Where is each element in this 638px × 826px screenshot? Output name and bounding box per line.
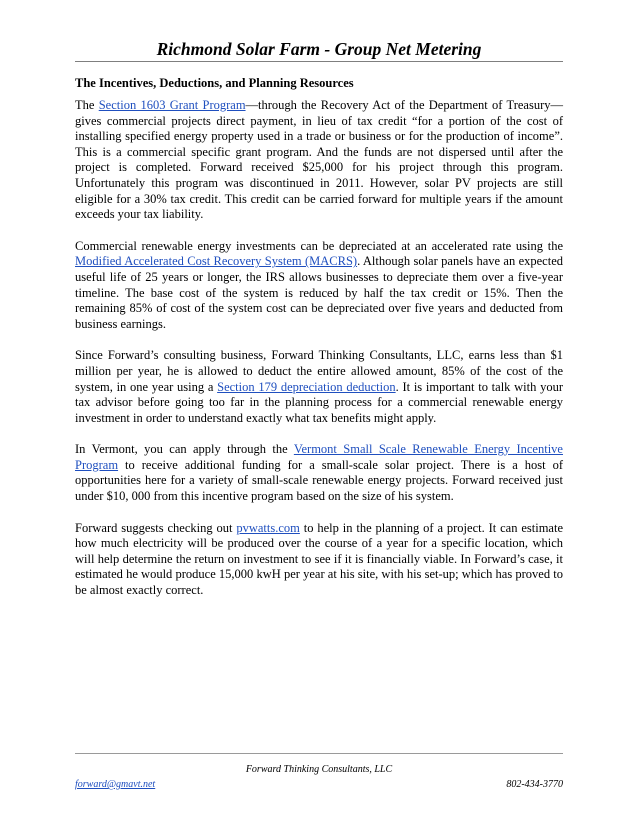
paragraph (75, 239, 563, 333)
inline-link[interactable]: Section 1603 Grant Program (98, 98, 246, 112)
footer-email-link[interactable]: forward@gmavt.net (75, 779, 156, 790)
paragraph (75, 348, 563, 426)
inline-link[interactable]: Vermont Small Scale Renewable Energy Incentive Program (75, 442, 563, 472)
paragraph (75, 442, 563, 504)
paragraph-text: to help in the planning of a project. It can estimate how much electricity will be produced over the course of a year for a specific location, which will help determine the return on investment to see if it is financially viable. In Forward’s case, it estimated he would produce 15,000 kwH per year at his site, with his set-up; which has proved to be almost exactly correct. (75, 520, 563, 598)
paragraph-text: to receive additional funding for a small-scale solar project. There is a host of opportunities here for a variety of small-scale renewable energy projects. Forward received just under $10, 000 from this incentive program based on the size of his system. (75, 457, 563, 504)
paragraph-text: In Vermont, you can apply through the (75, 442, 294, 457)
inline-link[interactable]: Section 179 depreciation deduction (217, 379, 396, 394)
footer-phone: 802-434-3770 (506, 779, 563, 790)
paragraph-text: . Although solar panels have an expected useful life of 25 years or longer, the IRS allows businesses to depreciate them over a five-year timeline. The base cost of the system is reduced by half the tax credit or 15%. Then the remaining 85% of cost of the system cost can be depreciated over five years and deducted from business earnings. (75, 254, 563, 331)
inline-link[interactable]: Modified Accelerated Cost Recovery System (MACRS) (75, 254, 358, 269)
paragraph-text: Since Forward’s consulting business, Forward Thinking Consultants, LLC, earns less than $1 million per year, he is allowed to deduct the entire allowed amount, 85% of the cost of the system, in one year using a (75, 348, 563, 394)
body-text (75, 98, 563, 615)
header-divider (75, 61, 563, 62)
paragraph (75, 521, 563, 599)
paragraph-text: The (75, 98, 99, 112)
section-heading: The Incentives, Deductions, and Planning Resources (75, 76, 354, 90)
paragraph-text: Forward suggests checking out (75, 520, 237, 535)
footer-company: Forward Thinking Consultants, LLC (245, 764, 393, 775)
paragraph-text: Commercial renewable energy investments can be depreciated at an accelerated rate using the (75, 238, 563, 253)
footer-divider (75, 753, 563, 754)
paragraph-text: . It is important to talk with your tax advisor before going too far in the planning process for a commercial renewable energy investment in order to understand exactly what tax benefits might apply. (75, 379, 564, 425)
page-title: Richmond Solar Farm - Group Net Metering (156, 39, 482, 59)
inline-link[interactable]: pvwatts.com (236, 520, 300, 535)
paragraph (75, 98, 563, 223)
paragraph-text: —through the Recovery Act of the Department of Treasury—gives commercial projects direct payment, in lieu of tax credit “for a portion of the cost of installing specified energy property used in a trade or business or for the production of income”. This is a commercial specific grant program. And the funds are not dispersed until after the project is completed. Forward received $25,000 for his project through this program. Unfortunately this program was discontinued in 2011. However, solar PV projects are still eligible for a 30% tax credit. This credit can be carried forward for multiple years if the amount exceeds your tax liability. (75, 98, 563, 222)
